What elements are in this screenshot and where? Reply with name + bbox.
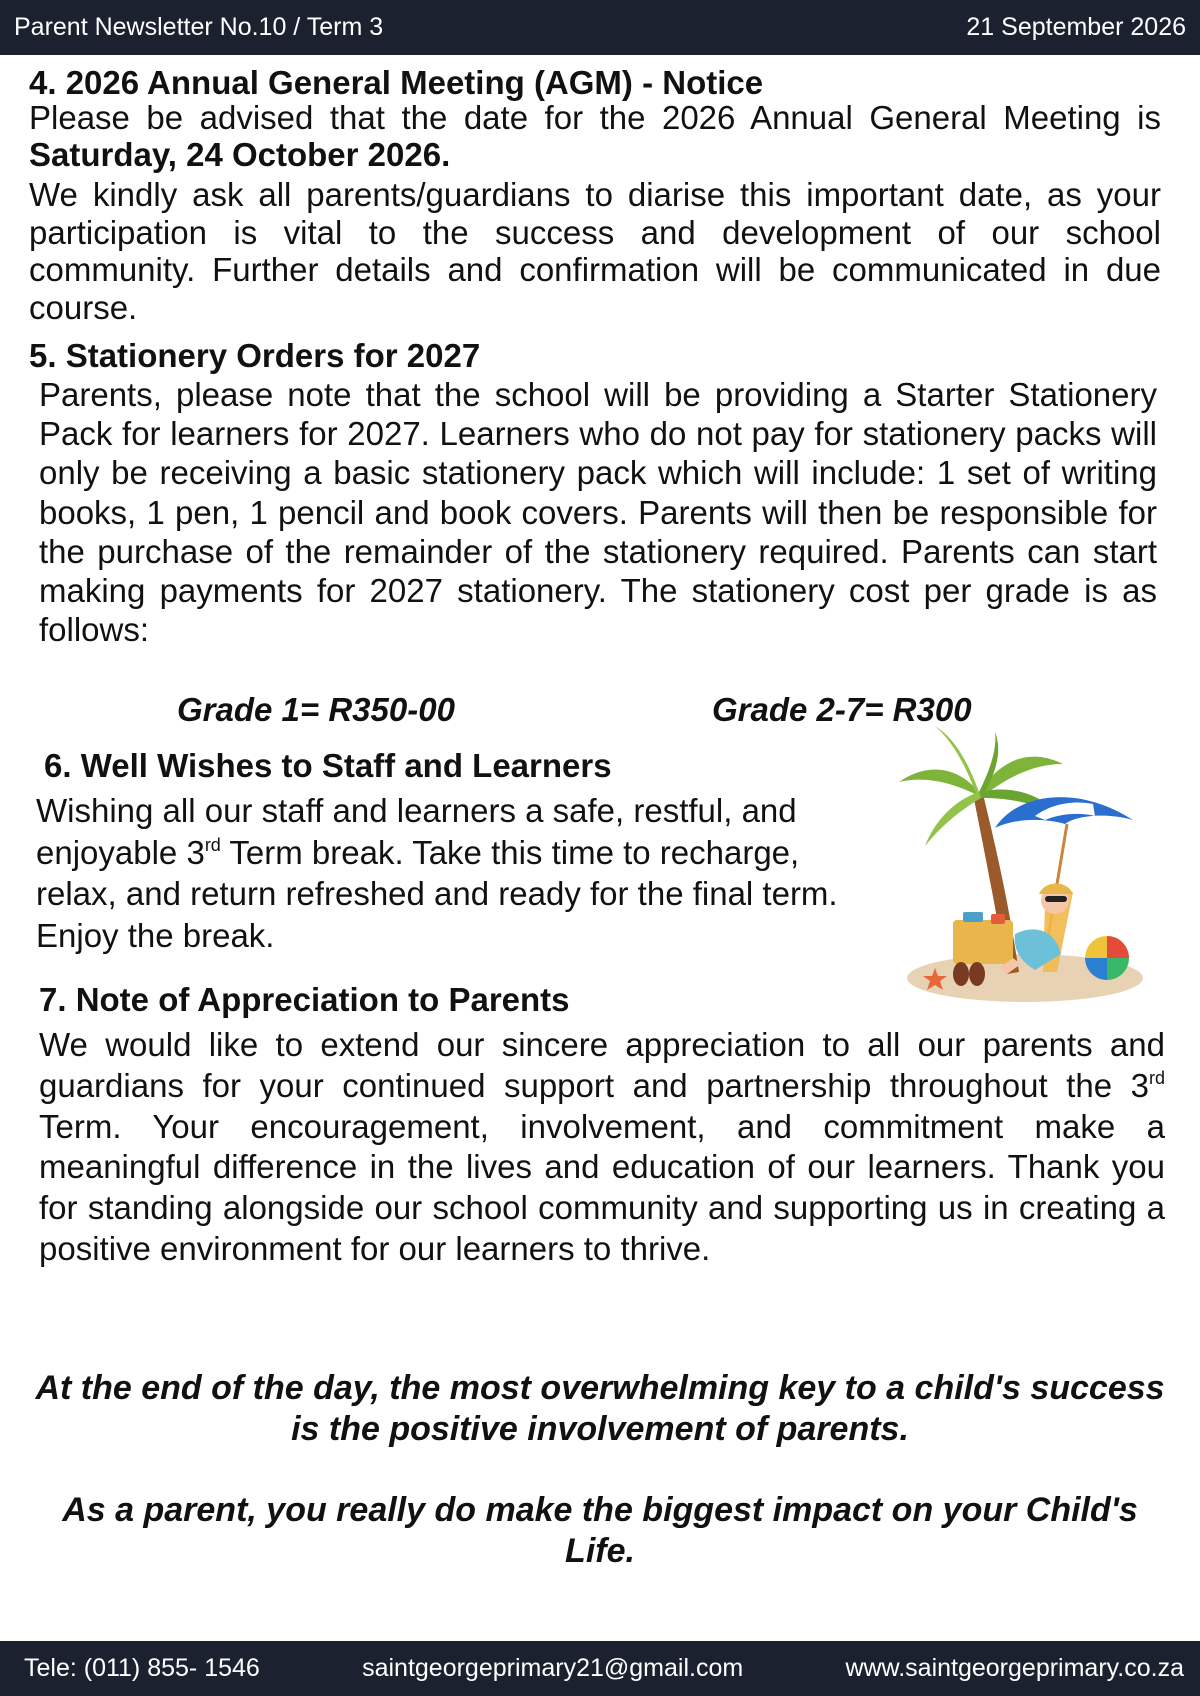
appreciation-text-end: Term. Your encouragement, involvement, and commitment make a meaningful difference in the lives and education of our learners. Thank you for standing alongside our school community and supporting us in creating a positive environment for our learners to thrive. [39,1107,1165,1267]
header-bar [0,0,1200,55]
appreciation-text-start: We would like to extend our sincere appreciation to all our parents and guardians for your continued support and partnership throughout the 3 [39,1026,1165,1104]
wishes-text-end: Term break. Take this time to recharge, relax, and return refreshed and ready for the final term. Enjoy the break. [36,833,838,954]
agm-body-paragraph: We kindly ask all parents/guardians to diarise this important date, as your participation is vital to the success and development of our school community. Further details and confirmation will be communicated in due course. [29,176,1161,326]
wishes-text-start: Wishing all our staff and learners a safe, restful, and enjoyable 3 [36,792,797,871]
wishes-ordinal: rd [204,834,221,855]
parent-involvement-quote: At the end of the day, the most overwhelming key to a child's success is the positive involvement of parents. [35,1369,1165,1448]
suitcase-shape [953,920,1013,964]
stationery-paragraph: Parents, please note that the school will be providing a Starter Stationery Pack for learners for 2027. Learners who do not pay for stationery packs will only be receiving a basic stationery pack which will include: 1 set of writing books, 1 pen, 1 pencil and book covers. Parents will then be responsible for the purchase of the remainder of the stationery required. Parents can start making payments for 2027 stationery. The stationery cost per grade is as follows: [39,376,1157,649]
beach-ball [1085,936,1129,980]
appreciation-heading: 7. Note of Appreciation to Parents [39,981,570,1018]
wishes-paragraph [36,790,876,956]
stationery-heading: 5. Stationery Orders for 2027 [29,337,481,374]
agm-date: Saturday, 24 October 2026. [29,136,451,173]
agm-date-intro: Please be advised that the date for the 2026 Annual General Meeting is [29,99,1161,136]
grade2-7-price: Grade 2-7= R300 [712,691,972,728]
appreciation-paragraph [39,1025,1165,1270]
agm-heading: 4. 2026 Annual General Meeting (AGM) - Notice [29,64,764,101]
footer-email[interactable]: saintgeorgeprimary21@gmail.com [362,1654,744,1682]
newsletter-title: Parent Newsletter No.10 / Term 3 [14,13,384,41]
appreciation-ordinal: rd [1148,1067,1165,1088]
agm-date-paragraph [29,99,1161,173]
newsletter-date: 21 September 2026 [966,13,1186,41]
grade1-price: Grade 1= R350-00 [177,691,455,728]
footer-website[interactable]: www.saintgeorgeprimary.co.za [845,1654,1184,1682]
beach-palm-umbrella-illustration [895,724,1145,1006]
parent-impact-quote: As a parent, you really do make the biggest impact on your Child's Life. [62,1491,1138,1570]
wishes-heading: 6. Well Wishes to Staff and Learners [44,747,612,784]
footer-bar [0,1641,1200,1696]
footer-phone: Tele: (011) 855- 1546 [24,1654,260,1682]
